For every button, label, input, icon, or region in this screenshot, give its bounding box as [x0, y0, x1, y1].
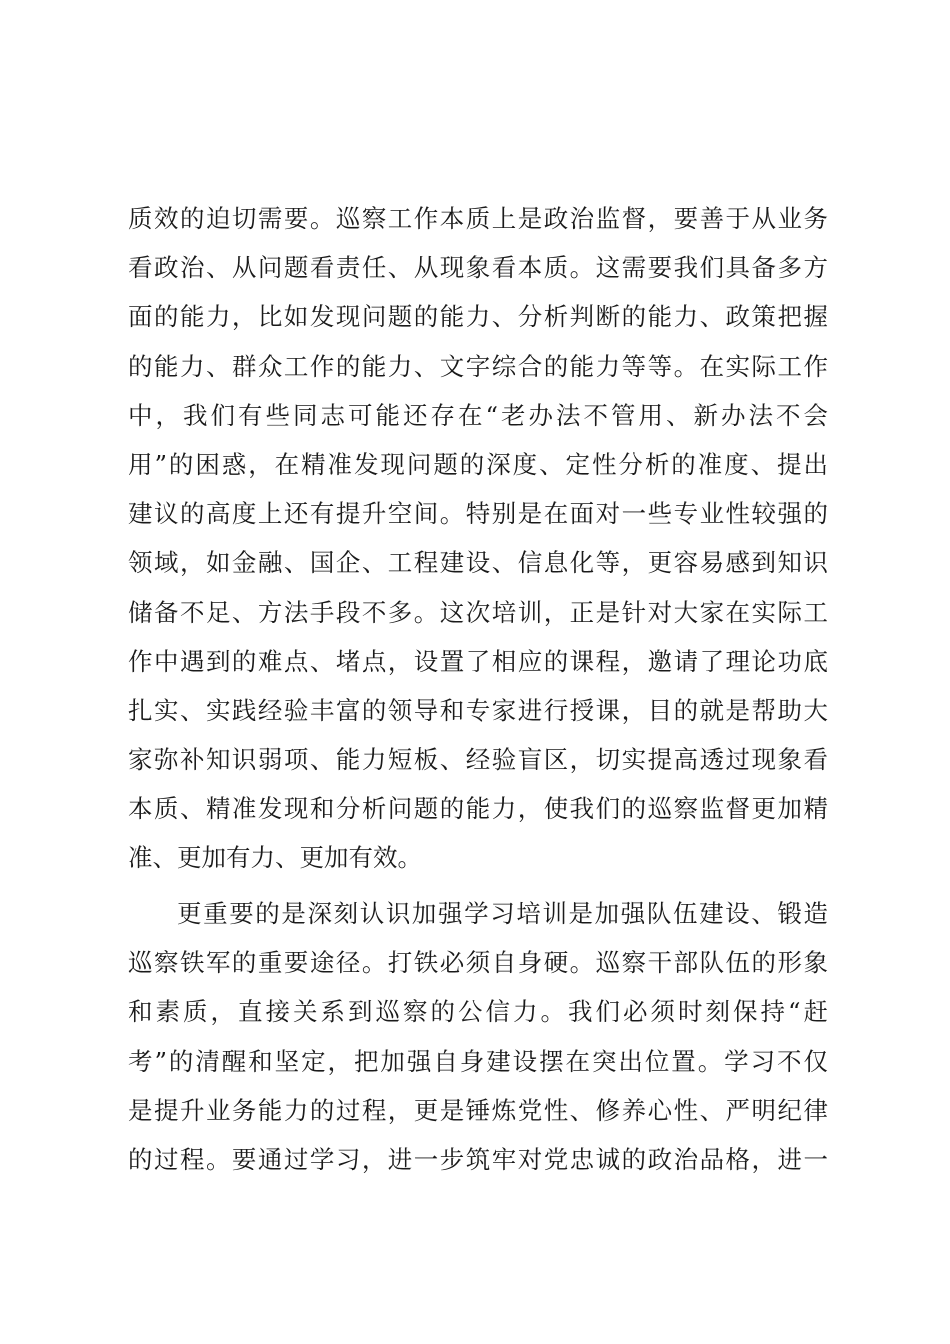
text-line: 储备不足、方法手段不多。这次培训，正是针对大家在实际工 — [128, 597, 828, 627]
text-line: 中，我们有些同志可能还存在“老办法不管用、新办法不会 — [128, 400, 828, 430]
text-line: 面的能力，比如发现问题的能力、分析判断的能力、政策把握 — [128, 302, 828, 332]
text-line: 更重要的是深刻认识加强学习培训是加强队伍建设、锻造 — [177, 899, 828, 928]
text-line: 质效的迫切需要。巡察工作本质上是政治监督，要善于从业务 — [128, 204, 828, 233]
paragraph-1 — [128, 194, 828, 883]
text-line: 的能力、群众工作的能力、文字综合的能力等等。在实际工作 — [128, 351, 828, 381]
text-line: 看政治、从问题看责任、从现象看本质。这需要我们具备多方 — [128, 253, 828, 283]
text-line: 领域，如金融、国企、工程建设、信息化等，更容易感到知识 — [128, 548, 828, 578]
text-line: 和素质，直接关系到巡察的公信力。我们必须时刻保持“赶 — [128, 997, 828, 1027]
text-line: 准、更加有力、更加有效。 — [128, 843, 422, 873]
text-line: 扎实、实践经验丰富的领导和专家进行授课，目的就是帮助大 — [128, 695, 828, 725]
text-line: 是提升业务能力的过程，更是锤炼党性、修养心性、严明纪律 — [128, 1095, 828, 1125]
text-line: 巡察铁军的重要途径。打铁必须自身硬。巡察干部队伍的形象 — [128, 948, 828, 978]
text-line: 作中遇到的难点、堵点，设置了相应的课程，邀请了理论功底 — [128, 646, 828, 676]
text-line: 用”的困惑，在精准发现问题的深度、定性分析的准度、提出 — [128, 449, 828, 479]
text-line: 本质、精准发现和分析问题的能力，使我们的巡察监督更加精 — [128, 794, 828, 824]
text-line: 家弥补知识弱项、能力短板、经验盲区，切实提高透过现象看 — [128, 745, 828, 775]
text-line: 的过程。要通过学习，进一步筑牢对党忠诚的政治品格，进一 — [128, 1144, 828, 1174]
paragraph-2 — [128, 889, 828, 1184]
text-line: 建议的高度上还有提升空间。特别是在面对一些专业性较强的 — [128, 499, 828, 529]
text-line: 考”的清醒和坚定，把加强自身建设摆在突出位置。学习不仅 — [128, 1046, 828, 1076]
